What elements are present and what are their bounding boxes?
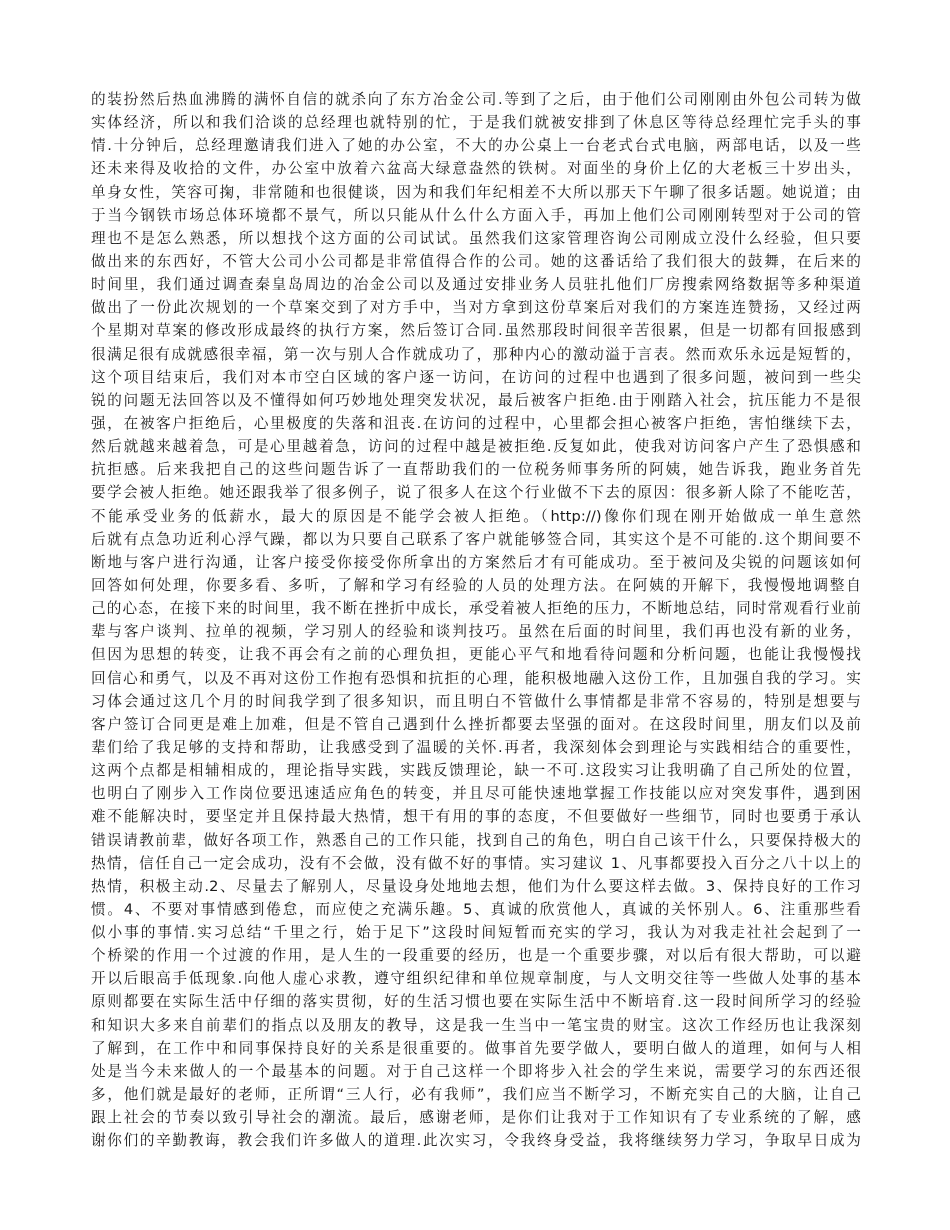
text-line: 的装扮然后热血沸腾的满怀自信的就杀向了东方冶金公司.等到了之后，由于他们公司刚刚由外包公司转为做 bbox=[91, 91, 861, 108]
text-line: 跟上社会的节奏以致引导社会的潮流。最后，感谢老师，是你们让我对于工作知识有了专业系统的了解，感 bbox=[91, 1109, 861, 1127]
text-line: 情.十分钟后，总经理邀请我们进入了她的办公室，不大的办公桌上一台老式台式电脑，两部电话，以及一些 bbox=[91, 137, 861, 155]
text-line: 热情，积极主动.2、尽量去了解别人，尽量设身处地地去想，他们为什么要这样去做。3、保持良好的工作习 bbox=[91, 877, 861, 895]
text-line: 很满足很有成就感很幸福，第一次与别人合作就成功了，那种内心的激动溢于言表。然而欢乐永远是短暂的， bbox=[91, 345, 861, 363]
text-line: 但因为思想的转变，让我不再会有之前的心理负担，更能心平气和地看待问题和分析问题，也能让我慢慢找 bbox=[91, 646, 861, 664]
text-line: 时间里，我们通过调查秦皇岛周边的冶金公司以及通过安排业务人员驻扎他们厂房搜索网络数据等多种渠道 bbox=[91, 276, 861, 294]
text-line: 多，他们就是最好的老师，正所谓“三人行，必有我师”，我们应当不断学习，不断充实自己的大脑，让自己 bbox=[91, 1086, 861, 1104]
text-line: 不能承受业务的低薪水，最大的原因是不能学会被人拒绝。（http://)像你们现在刚开始做成一单生意然 bbox=[91, 507, 861, 525]
text-line: 辈与客户谈判、拉单的视频，学习别人的经验和谈判技巧。虽然在后面的时间里，我们再也没有新的业务， bbox=[91, 623, 861, 641]
text-line: 这个项目结束后，我们对本市空白区域的客户逐一访问，在访问的过程中也遇到了很多问题，被问到一些尖 bbox=[91, 368, 861, 386]
text-line: 热情，信任自己一定会成功，没有不会做，没有做不好的事情。实习建议 1、凡事都要投入百分之八十以上的 bbox=[91, 854, 861, 872]
text-line: 回信心和勇气，以及不再对这份工作抱有恐惧和抗拒的心理，能积极地融入这份工作，且加强自我的学习。实 bbox=[91, 669, 861, 687]
text-line: 辈们给了我足够的支持和帮助，让我感受到了温暖的关怀.再者，我深刻体会到理论与实践相结合的重要性， bbox=[91, 738, 861, 756]
text-line: 己的心态，在接下来的时间里，我不断在挫折中成长，承受着被人拒绝的压力，不断地总结，同时常观看行业前 bbox=[91, 600, 861, 618]
text-line: 断地与客户进行沟通，让客户接受你接受你所拿出的方案然后才有可能成功。至于被问及尖锐的问题该如何 bbox=[91, 553, 861, 571]
text-line: 要学会被人拒绝。她还跟我举了很多例子，说了很多人在这个行业做不下去的原因：很多新人除了不能吃苦， bbox=[91, 484, 861, 502]
text-line: 开以后眼高手低现象.向他人虚心求教，遵守组织纪律和单位规章制度，与人文明交往等一些做人处事的基本 bbox=[91, 970, 861, 988]
text-line: 了解到，在工作中和同事保持良好的关系是很重要的。做事首先要学做人，要明白做人的道理，如何与人相 bbox=[91, 1039, 861, 1057]
text-line: 也明白了刚步入工作岗位要迅速适应角色的转变，并且尽可能快速地掌握工作技能以应对突发事件，遇到困 bbox=[91, 785, 861, 803]
text-line: 谢你们的辛勤教诲，教会我们许多做人的道理.此次实习，令我终身受益，我将继续努力学习，争取早日成为 bbox=[91, 1132, 861, 1150]
text-line: 抗拒感。后来我把自己的这些问题告诉了一直帮助我们的一位税务师事务所的阿姨，她告诉我，跑业务首先 bbox=[91, 461, 861, 479]
text-line: 然后就越来越着急，可是心里越着急，访问的过程中越是被拒绝.反复如此，使我对访问客户产生了恐惧感和 bbox=[91, 438, 861, 456]
text-line: 和知识大多来自前辈们的指点以及朋友的教导，这是我一生当中一笔宝贵的财宝。这次工作经历也让我深刻 bbox=[91, 1016, 861, 1034]
text-line: 锐的问题无法回答以及不懂得如何巧妙地处理突发状况，最后被客户拒绝.由于刚踏入社会，抗压能力不是很 bbox=[91, 391, 861, 409]
text-line: 回答如何处理，你要多看、多听，了解和学习有经验的人员的处理方法。在阿姨的开解下，我慢慢地调整自 bbox=[91, 576, 861, 594]
text-line: 做出了一份此次规划的一个草案交到了对方手中，当对方拿到这份草案后对我们的方案连连赞扬，又经过两 bbox=[91, 299, 861, 317]
text-line: 实体经济，所以和我们洽谈的总经理也就特别的忙，于是我们就被安排到了休息区等待总经理忙完手头的事 bbox=[91, 114, 861, 132]
text-line: 强，在被客户拒绝后，心里极度的失落和沮丧.在访问的过程中，心里都会担心被客户拒绝，害怕继续下去， bbox=[91, 414, 861, 432]
text-line: 原则都要在实际生活中仔细的落实贯彻，好的生活习惯也要在实际生活中不断培育.这一段时间所学习的经验 bbox=[91, 993, 861, 1011]
text-line: 做出来的东西好，不管大公司小公司都是非常值得合作的公司。她的这番话给了我们很大的鼓舞，在后来的 bbox=[91, 252, 861, 270]
text-line: 个桥梁的作用一个过渡的作用，是人生的一段重要的经历，也是一个重要步骤，对以后有很大帮助，可以避 bbox=[91, 947, 861, 965]
text-line: 个星期对草案的修改形成最终的执行方案，然后签订合同.虽然那段时间很辛苦很累，但是一切都有回报感到 bbox=[91, 322, 861, 340]
text-line: 习体会通过这几个月的时间我学到了很多知识，而且明白不管做什么事情都是非常不容易的，特别是想要与 bbox=[91, 692, 861, 710]
text-line: 单身女性，笑容可掬，非常随和也很健谈，因为和我们年纪相差不大所以那天下午聊了很多话题。她说道；由 bbox=[91, 183, 861, 201]
body-text bbox=[91, 88, 861, 1152]
text-line: 客户签订合同更是难上加难，但是不管自己遇到什么挫折都要去坚强的面对。在这段时间里，朋友们以及前 bbox=[91, 715, 861, 733]
text-line: 难不能解决时，要坚定并且保持最大热情，想干有用的事的态度，不但要做好一些细节，同时也要勇于承认 bbox=[91, 808, 861, 826]
text-line: 这两个点都是相辅相成的，理论指导实践，实践反馈理论，缺一不可.这段实习让我明确了自己所处的位置， bbox=[91, 762, 861, 780]
text-line: 错误请教前辈，做好各项工作，熟悉自己的工作只能，找到自己的角色，明白自己该干什么，只要保持极大的 bbox=[91, 831, 861, 849]
text-line: 似小事的事情.实习总结“千里之行，始于足下”这段时间短暂而充实的学习，我认为对我走社社会起到了一 bbox=[91, 924, 861, 942]
text-line: 惯。4、不要对事情感到倦怠，而应使之充满乐趣。5、真诚的欣赏他人，真诚的关怀别人。6、注重那些看 bbox=[91, 900, 861, 918]
text-line: 后就有点急功近利心浮气躁，都以为只要自己联系了客户就能够签合同，其实这个是不可能的.这个期间要不 bbox=[91, 530, 861, 548]
text-line: 还未来得及收拾的文件，办公室中放着六盆高大绿意盎然的铁树。对面坐的身价上亿的大老板三十岁出头， bbox=[91, 160, 861, 178]
text-line: 理也不是怎么熟悉，所以想找个这方面的公司试试。虽然我们这家管理咨询公司刚成立没什么经验，但只要 bbox=[91, 229, 861, 247]
text-line: 处是当今未来做人的一个最基本的问题。对于自己这样一个即将步入社会的学生来说，需要学习的东西还很 bbox=[91, 1062, 861, 1080]
text-line: 于当今钢铁市场总体环境都不景气，所以只能从什么什么方面入手，再加上他们公司刚刚转型对于公司的管 bbox=[91, 206, 861, 224]
